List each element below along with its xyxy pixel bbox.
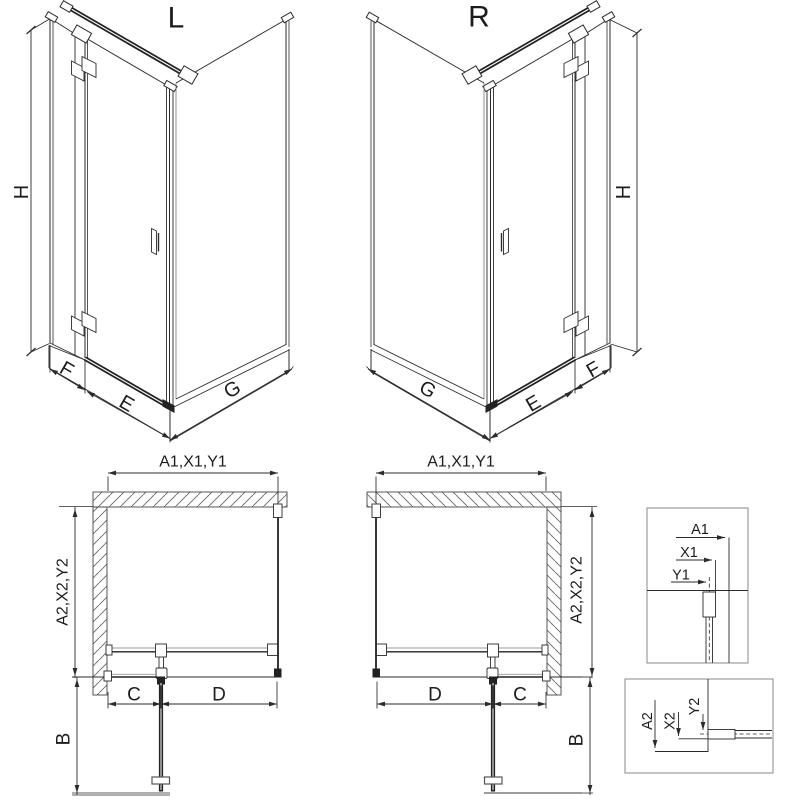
plan-right-width-label: A1,X1,Y1 <box>427 453 495 471</box>
dim-label-f-right: F <box>582 357 605 383</box>
dim-label-f-left: F <box>55 357 78 383</box>
detail-x1-label: X1 <box>680 545 698 562</box>
plan-geometry-right <box>367 471 582 793</box>
dim-label-g-left: G <box>220 376 245 404</box>
detail-x2-label: X2 <box>662 712 679 730</box>
iso-geometry-right <box>366 1 615 443</box>
plan-view-right <box>367 454 597 795</box>
plan-left-c-label: C <box>127 684 141 706</box>
dim-label-h-left: H <box>11 184 33 200</box>
dim-label-h-right: H <box>613 184 635 200</box>
detail-a1-label: A1 <box>691 522 709 539</box>
plan-right-b-label: B <box>566 733 588 747</box>
dim-label-g-right: G <box>415 376 440 404</box>
detail-box-wall-profile-bottom <box>625 679 773 773</box>
iso-diagram-right <box>366 1 641 443</box>
diagram-title-right: R <box>468 0 490 34</box>
diagram-title-left: L <box>167 1 185 35</box>
plan-left-width-label: A1,X1,Y1 <box>159 453 227 471</box>
plan-left-d-label: D <box>212 684 226 706</box>
plan-geometry-left <box>72 471 287 793</box>
detail-y2-label: Y2 <box>687 697 704 716</box>
detail-box-wall-profile-top <box>647 508 748 663</box>
detail-y1-label: Y1 <box>672 567 690 584</box>
plan-right-c-label: C <box>513 684 527 706</box>
detail-a2-label: A2 <box>640 712 657 730</box>
dim-label-e-right: E <box>522 391 545 417</box>
plan-right-d-label: D <box>428 684 442 706</box>
plan-view-left <box>54 454 287 795</box>
plan-left-depth-label: A2,X2,Y2 <box>54 558 72 626</box>
dim-label-e-left: E <box>115 391 138 417</box>
plan-left-b-label: B <box>53 732 75 746</box>
iso-geometry-left <box>45 1 294 443</box>
plan-right-depth-label: A2,X2,Y2 <box>568 556 586 624</box>
iso-diagram-left <box>11 1 294 443</box>
